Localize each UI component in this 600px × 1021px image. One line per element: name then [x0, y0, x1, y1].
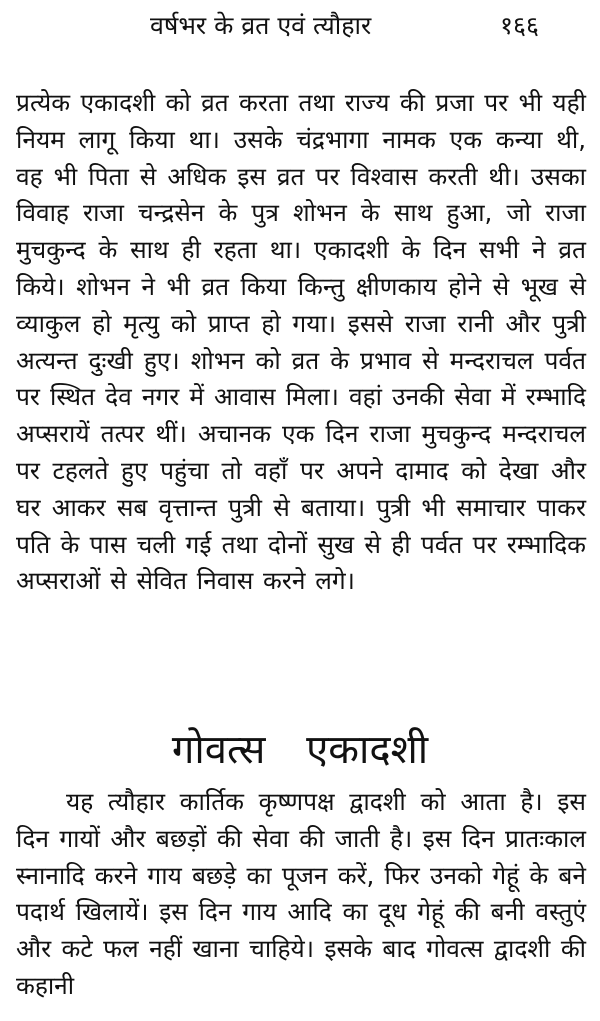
running-title: वर्षभर के व्रत एवं त्यौहार [150, 11, 372, 40]
body-paragraph: प्रत्येक एकादशी को व्रत करता तथा राज्य की प्रजा पर भी यही नियम लागू किया था। उसके चंद्रभागा नामक एक कन्या थी, वह भी पिता से अधिक इस व्रत पर विश्वास करती थी। उसका विवाह राजा चन्द्रसेन के पुत्र शोभन के साथ हुआ, जो राजा मुचकुन्द के साथ ही रहता था। एकादशी के दिन सभी ने व्रत किये। शोभन ने भी व्रत किया किन्तु क्षीणकाय होने से भूख से व्याकुल हो मृत्यु को प्राप्त हो गया। इससे राजा रानी और पुत्री अत्यन्त दुःखी हुए। शोभन को व्रत के प्रभाव से मन्दराचल पर्वत पर स्थित देव नगर में आवास मिला। वहां उनकी सेवा में रम्भादि अप्सरायें तत्पर थीं। अचानक एक दिन राजा मुचकुन्द मन्दराचल पर टहलते हुए पहुंचा तो वहाँ पर अपने दामाद को देखा और घर आकर सब वृत्तान्त पुत्री से बताया। पुत्री भी समाचार पाकर पति के पास चली गई तथा दोनों सुख से ही पर्वत पर रम्भादिक अप्सराओं से सेवित निवास करने लगे। [16, 88, 586, 596]
page-number: १६६ [500, 11, 540, 40]
running-header [0, 8, 600, 48]
body-paragraph: यह त्यौहार कार्तिक कृष्णपक्ष द्वादशी को आता है। इस दिन गायों और बछड़ों की सेवा की जाती है। इस दिन प्रातःकाल स्नानादि करने गाय बछड़े का पूजन करें, फिर उनको गेहूं के बने पदार्थ खिलायें। इस दिन गाय आदि का दूध गेहूं की बनी वस्तुएं और कटे फल नहीं खाना चाहिये। इसके बाद गोवत्स द्वादशी की कहानी [16, 787, 586, 1000]
section-heading: गोवत्स एकादशी [171, 727, 429, 773]
